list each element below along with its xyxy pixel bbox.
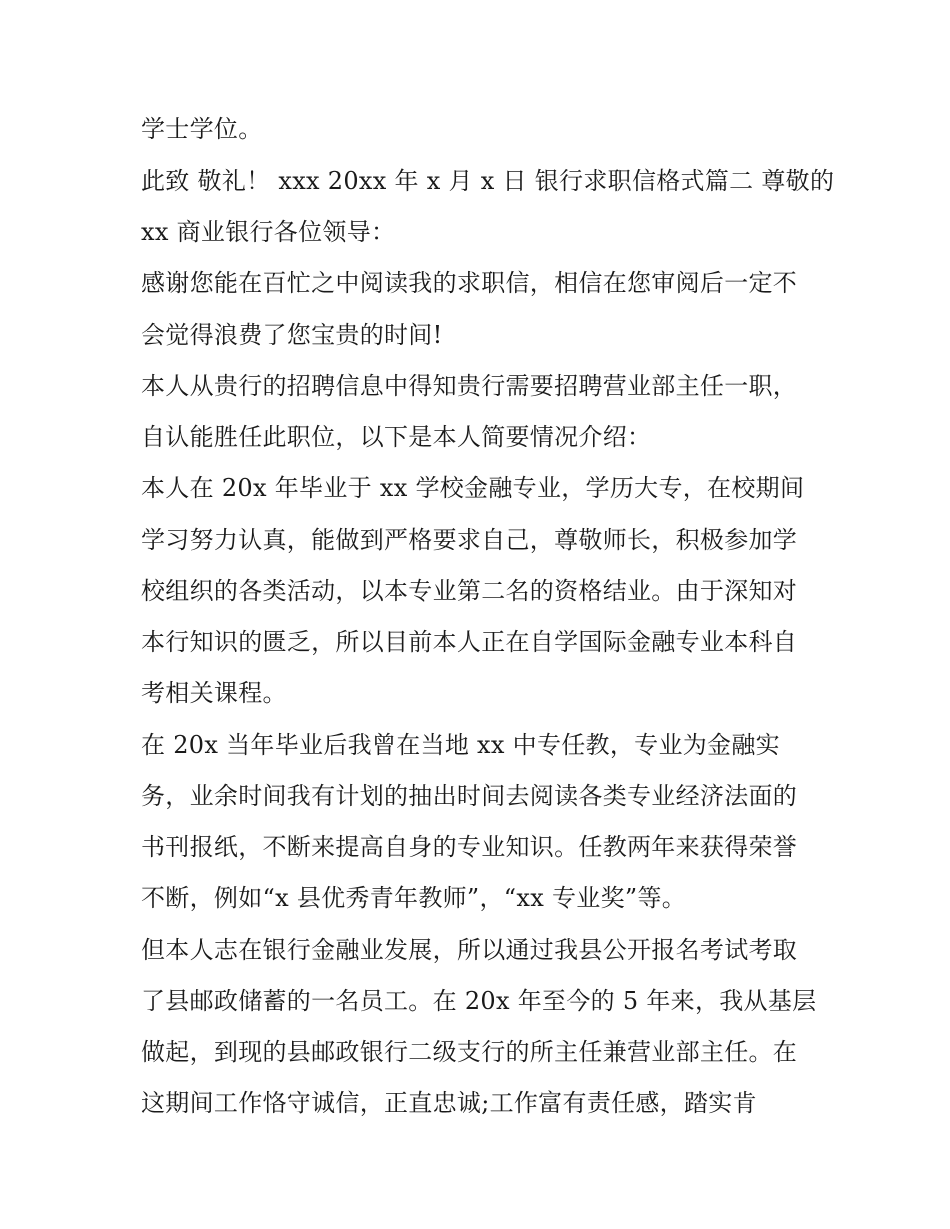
text-line: 了县邮政储蓄的一名员工。在 20x 年至今的 5 年来，我从基层 <box>141 987 817 1015</box>
text-line: 会觉得浪费了您宝贵的时间! <box>141 321 443 349</box>
text-line: xx 商业银行各位领导： <box>141 218 396 246</box>
text-line: 务，业余时间我有计划的抽出时间去阅读各类专业经济法面的 <box>141 782 798 810</box>
text-line: 做起，到现的县邮政银行二级支行的所主任兼营业部主任。在 <box>141 1038 798 1066</box>
text-line: 这期间工作恪守诚信，正直忠诚;工作富有责任感，踏实肯 <box>141 1089 757 1117</box>
text-line: 学士学位。 <box>141 115 263 143</box>
text-line: 考相关课程。 <box>141 679 287 707</box>
text-line: 感谢您能在百忙之中阅读我的求职信，相信在您审阅后一定不 <box>141 269 798 297</box>
text-line: 本人在 20x 年毕业于 xx 学校金融专业，学历大专，在校期间 <box>141 474 805 502</box>
text-line: 学习努力认真，能做到严格要求自己，尊敬师长，积极参加学 <box>141 526 798 554</box>
text-line: 本行知识的匮乏，所以目前本人正在自学国际金融专业本科自 <box>141 628 798 656</box>
text-line: 自认能胜任此职位，以下是本人简要情况介绍： <box>141 423 652 451</box>
text-line: 书刊报纸，不断来提高自身的专业知识。任教两年来获得荣誉 <box>141 833 798 861</box>
text-line: 但本人志在银行金融业发展，所以通过我县公开报名考试考取 <box>141 936 798 964</box>
text-line: 在 20x 当年毕业后我曾在当地 xx 中专任教，专业为金融实 <box>141 731 780 759</box>
text-line: 此致 敬礼！ xxx 20xx 年 x 月 x 日 银行求职信格式篇二 尊敬的 <box>141 167 835 195</box>
text-line: 不断，例如“x 县优秀青年教师”，“xx 专业奖”等。 <box>141 884 687 912</box>
text-line: 本人从贵行的招聘信息中得知贵行需要招聘营业部主任一职， <box>141 372 798 400</box>
text-line: 校组织的各类活动，以本专业第二名的资格结业。由于深知对 <box>141 577 798 605</box>
